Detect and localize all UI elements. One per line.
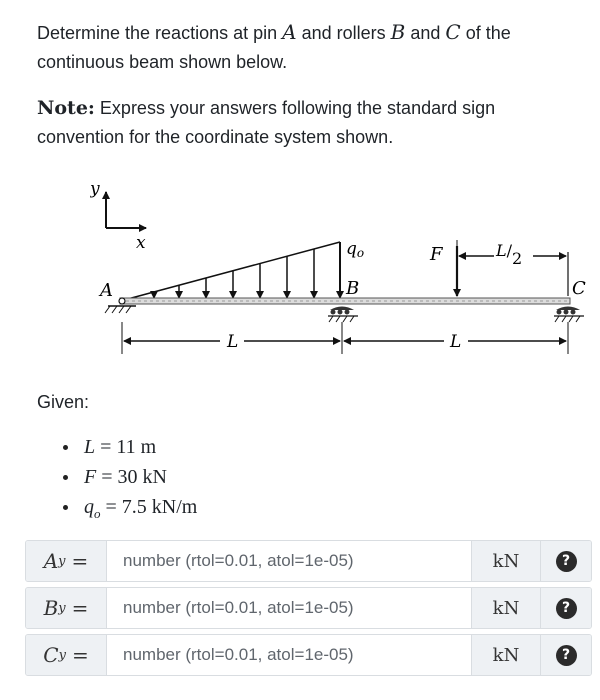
answer-input-By[interactable] bbox=[107, 588, 471, 628]
var-C: C bbox=[445, 20, 461, 44]
answer-section bbox=[25, 540, 592, 681]
answer-label-Cy: C y = bbox=[26, 635, 107, 675]
note-text: Note: Express your answers following the standard sign convention for the coordinate system shown. bbox=[37, 97, 496, 147]
var-A: A bbox=[282, 20, 297, 44]
help-icon[interactable]: ? bbox=[556, 598, 577, 619]
unit-label-Ay: kN bbox=[471, 541, 540, 581]
unit-label-By: kN bbox=[471, 588, 540, 628]
label-C: C bbox=[572, 278, 586, 299]
given-item-L: L = 11 m bbox=[60, 432, 197, 462]
answer-input-Cy[interactable] bbox=[107, 635, 471, 675]
label-F: F bbox=[430, 244, 443, 265]
answer-input-Ay[interactable] bbox=[107, 541, 471, 581]
label-B: B bbox=[346, 278, 360, 299]
axis-y-label: y bbox=[90, 179, 100, 199]
dim-L1-label: L bbox=[227, 332, 239, 352]
dim-L2-label: L bbox=[450, 332, 462, 352]
answer-row-Ay bbox=[25, 540, 592, 582]
roller-support-C bbox=[554, 252, 586, 322]
question-text: Determine the reactions at pin A and rollers B and C of the continuous beam shown below. bbox=[37, 20, 511, 72]
given-label: Given: bbox=[37, 392, 90, 412]
answer-label-By: B y = bbox=[26, 588, 107, 628]
distributed-load bbox=[124, 239, 364, 300]
coordinate-axes bbox=[90, 179, 146, 253]
unit-label-Cy: kN bbox=[471, 635, 540, 675]
answer-row-Cy bbox=[25, 634, 592, 676]
help-button-Cy[interactable] bbox=[540, 635, 591, 675]
q0-label: qo bbox=[346, 239, 365, 260]
label-L-half: L/2 bbox=[496, 241, 523, 268]
given-item-q0: $q_o = 7.5$ kN/m bbox=[60, 492, 197, 522]
given-list bbox=[60, 432, 197, 522]
answer-label-Ay: A y = bbox=[26, 541, 107, 581]
dimension-lines bbox=[122, 322, 568, 354]
answer-row-By bbox=[25, 587, 592, 629]
help-button-Ay[interactable] bbox=[540, 541, 591, 581]
help-button-By[interactable] bbox=[540, 588, 591, 628]
help-icon[interactable]: ? bbox=[556, 645, 577, 666]
label-A: A bbox=[100, 280, 113, 301]
beam-diagram bbox=[90, 172, 600, 362]
note-label: Note: bbox=[37, 97, 95, 119]
given-item-F: F = 30 kN bbox=[60, 462, 197, 492]
help-icon[interactable]: ? bbox=[556, 551, 577, 572]
pin-support-A bbox=[98, 280, 136, 313]
point-load-F bbox=[429, 240, 566, 296]
axis-x-label: x bbox=[136, 233, 146, 253]
var-B: B bbox=[390, 20, 406, 44]
